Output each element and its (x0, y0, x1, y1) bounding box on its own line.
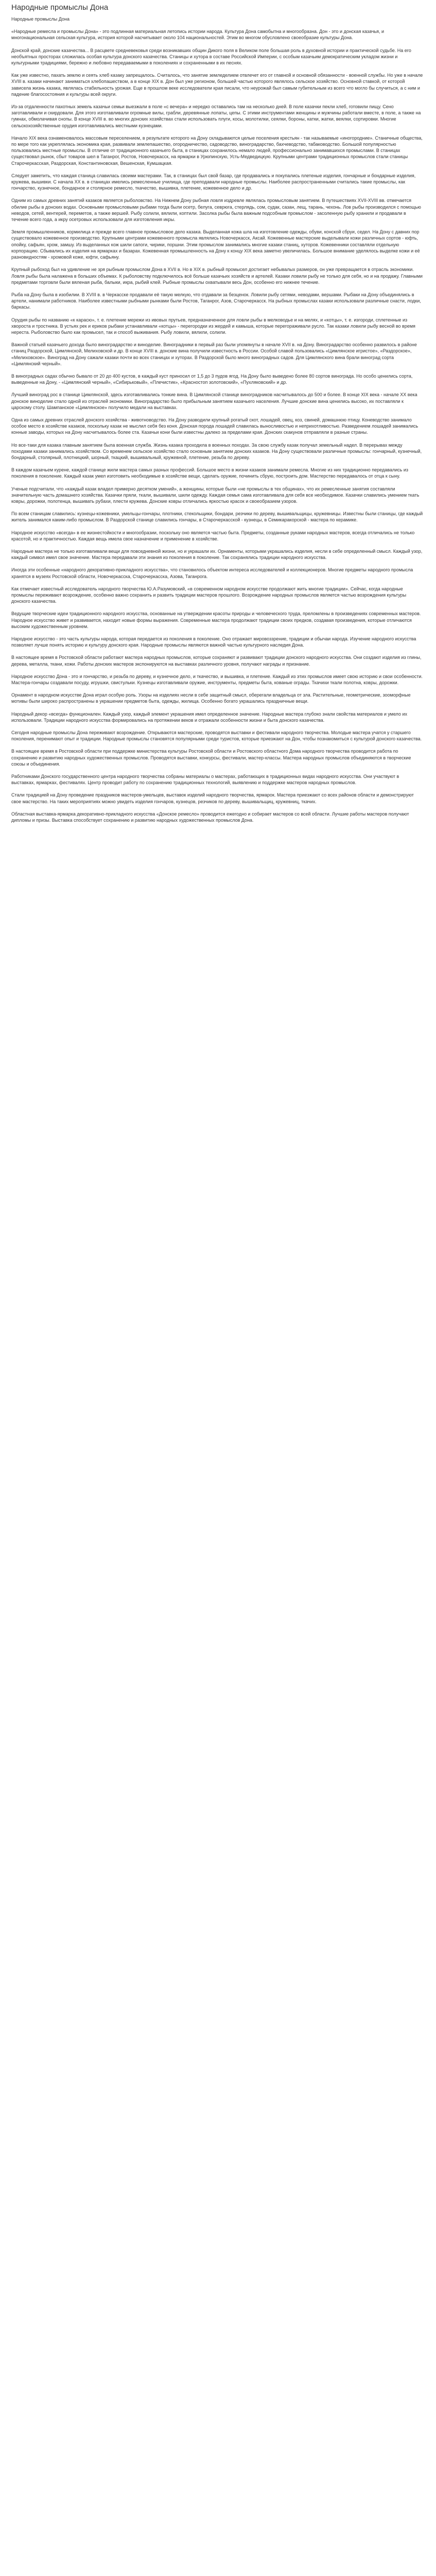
article-paragraph: Народное искусство - это часть культуры народа, которая передается из поколения в поколение. Оно отражает мировоззрение, традиции и обычаи народа. Изучение народного искусства позволяет лучше понять историю и культуру донского края. Народные промыслы являются важной частью культурного наследия Дона. (11, 636, 416, 648)
article-paragraph: Лучший виноград рос в станице Цимлянской, здесь изготавливались тонкие вина. В Цимлянской станице виноградников насчитывалось до 500 и более. В конце XIX века - начале XX века донское виноделие стало одной из отраслей экономики. Виноградарство было прибыльным занятием казачьего населения. Лучшие донские вина ценились высоко, их поставляли к царскому столу. Шампанское «Цимлянское» получило медали на выставках. (11, 392, 417, 410)
article-paragraph: Сегодня народные промыслы Дона переживают возрождение. Открываются мастерские, проводятся выставки и фестивали народного творчества. Молодые мастера учатся у старшего поколения, перенимают опыт и традиции. Народные промыслы становятся популярными среди туристов, которые приезжают на Дон, чтобы познакомиться с культурой донского казачества. (11, 730, 422, 742)
article-paragraph: В настоящее время в Ростовской области работают мастера народных промыслов, которые сохраняют и развивают традиции донского народного искусства. Они создают изделия из глины, дерева, металла, ткани, кожи. Работы донских мастеров экспонируются на выставках различного уровня, получают награды и признание. (11, 655, 422, 667)
article-paragraph: Из-за отдаленности пахотных земель казачьи семьи выезжали в поле «с вечера» и нередко оставались там на несколько дней. В поле казачки пекли хлеб, готовили пищу. Сено заготавливали и скирдовали. Для этого изготавливали огромные вилы, грабли, деревянные лопаты, цепы. С этими инструментами женщины и мужчины работали вместе, в поле, а также на гумнах, обмолачивая снопы. В конце XVIII в. во многих донских хозяйствах стали использовать плуги, косы, молотилки, сеялки, бороны, катки, жатки, веялки, сортировки. Многие сельскохозяйственные орудия изготавливались местными кузнецами. (11, 104, 421, 128)
article-paragraph: Народное искусство Дона - это и гончарство, и резьба по дереву, и кузнечное дело, и ткачество, и вышивка, и плетение. Каждый из этих промыслов имеет свою историю и свои особенности. Мастера-гончары создавали посуду, игрушки, свистульки. Кузнецы изготавливали оружие, инструменты, предметы быта, кованые ограды. Ткачихи ткали полотна, ковры, дорожки. (11, 673, 423, 686)
article-paragraph: Иногда эти особенные «народного декоративно-прикладного искусства», что становилось объектом интереса исследователей и коллекционеров. Многие предметы народного промысла хранятся в музеях Ростовской области, Новочеркасска, Старочеркасска, Азова, Таганрога. (11, 567, 413, 579)
article-paragraph: Земля промышленников, кормилица и прежде всего главное промысловое дело казака. Выделанная кожа шла на изготовление одежды, обуви, конской сбруи, седел. На Дону с давних пор существовало кожевенное производство. Крупными центрами кожевенного промысла являлись Новочеркасск, Аксай. Кожевенные мастерские выделывали кожи различных сортов - юфть, опойку, сафьян, хром, замшу. Из выделанных кож шили сапоги, чирики, поршни. Этим промыслом занимались многие казаки станиц, хуторов. Кожевенники составляли отдельную корпорацию. Сбывались их изделия на ярмарках и базарах. Кожевенная промышленность на Дону к концу XIX века заметно увеличилась. Большое внимание уделялось выделке кожи и её разновидностям - хромовой коже, юфти, сафьяну. (11, 229, 420, 260)
article-paragraph: Как уже известно, пахать землю и сеять хлеб казаку запрещалось. Считалось, что занятие земледелием отвлечет его от главной и основной обязанности - военной службы. Но уже в начале XVIII в. казаки начинают заниматься хлебопашеством, а в конце XIX в. Дон был уже регионом, большей частью которого являлось сельское хозяйство. Основной ставкой, от которой зависела жизнь казака, являлась стабильность урожая. Еще в прошлом веке исследователи края писали, что неурожай был самым губительным из всего что могло бы случиться, а с ним и падение благосостояния и культуры всей округи. (11, 73, 423, 97)
article-paragraph: «Народные ремесла и промыслы Дона» - это подлинная материальная летопись истории народа. Культура Дона самобытна и многообразна. Дон - это и донская казачья, и многонациональная сельская культура, история которой насчитывает около 104 национальностей. Этим во многом обусловлено своеобразие культуры Дона. (11, 29, 385, 41)
article-paragraph: Народное искусство «всегда» в ее жизнестойкости и многообразии, поскольку оно является частью быта. Предметы, созданные руками народных мастеров, всегда отличались не только красотой, но и практичностью. Каждая вещь имела свое назначение и применение в хозяйстве. (11, 530, 415, 541)
page-container (0, 0, 436, 840)
page-title: Народные промыслы Дона (11, 3, 109, 12)
article-paragraph: Как отмечает известный исследователь народного творчества Ю.А.Разумовский, «в современном народном искусстве продолжают жить многие традиции». Сейчас, когда народные промыслы переживают возрождение, особенно важно сохранить и развить традиции мастеров прошлого. Возрождение народных промыслов является частью возрождения культуры донского казачества. (11, 586, 407, 604)
article-paragraph: Важной статьей казачьего дохода было виноградарство и виноделие. Виноградники в первый раз были упомянуты в начале XVII в. на Дону. Виноградарство особенно развилось в районе станиц Раздорской, Цимлянской, Мелиховской и др. В конце XVIII в. донские вина получили известность в России. Особой славой пользовались «Цимлянское игристое», «Раздорское», «Мелиховское». Виноград на Дону сажали казаки почти во всех станицах и хуторах. В Раздорской было много виноградных садов. Для Цимлянского вина брали виноград сорта «Цимлянский черный». (11, 342, 417, 366)
article-paragraph: Одним из самых древних занятий казаков является рыболовство. На Нижнем Дону рыбная ловля издревле являлась промысловым занятием. В путешествиях XVII-XVIII вв. отмечается обилие рыбы в донских водах. Основными промысловыми рыбами тогда были осетр, белуга, севрюга, стерлядь, сом, судак, сазан, лещ, тарань, чехонь. Лов рыбы производился с помощью неводов, сетей, вентерей, переметов, а также вершей. Рыбу солили, вялили, коптили. Засолка рыбы была важным подсобным промыслом - засоленную рыбу хранили и продавали в течение всего года, а икру осетровых использовали для изготовления икры. (11, 198, 421, 223)
article-paragraph: Но все-таки для казака главным занятием была военная служба. Жизнь казака проходила в военных походах. За свою службу казак получал земельный надел. В перерывах между походами казаки занимались хозяйством. Со временем сельское хозяйство стало основным занятием донских казаков. На Дону существовали различные промыслы: гончарный, кузнечный, бондарный, столярный, плотницкий, шорный, ткацкий, вышивальный, кружевной, плетение, резьба по дереву. (11, 442, 422, 460)
page-subtitle: Народные промыслы Дона (11, 16, 69, 22)
article-paragraph: Донской край, донские казачества... В расцвете средневековья среди возникавших общин Дикого поля в Великом поле большая роль в духовной истории и практической судьбе. На его необъятных просторах сложилась особая культура донского казачества. Станицы и хутора в составе Российской Империи, с особым казачьим демократическим укладом жизни и культурными традициями, бережно и любовно передаваемыми в поколениях и сохраненными в их песнях. (11, 47, 411, 66)
article-paragraph: Крупный рыбоход был на удивление не зря рыбным промыслом Дона в XVII в. Но в XIX в. рыбный промысел достигает небывалых размеров, он уже превращается в отрасль экономики. Ловля рыбы была налажена в больших объемах. К рыболовству подключилось всё больше казачьих хозяйств и артелей. Казаки ловили рыбу не только для себя, но и на продажу. Главными предметами торговли были вяленая рыба, балыки, икра, рыбий клей. Рыбные промыслы охватывали весь Дон, особенно его нижнее течение. (11, 267, 423, 285)
article-paragraph: Народные мастера не только изготавливали вещи для повседневной жизни, но и украшали их. Орнаменты, которыми украшались изделия, несли в себе определенный смысл. Каждый узор, каждый символ имел свое значение. Мастера передавали эти знания из поколения в поколение. Так сохранялись традиции народного искусства. (11, 549, 423, 561)
article-paragraph: Орнамент в народном искусстве Дона играл особую роль. Узоры на изделиях несли в себе защитный смысл, оберегали владельца от зла. Растительные, геометрические, зооморфные мотивы были широко распространены в украшении предметов быта, одежды, жилища. Особенно богато украшались праздничные вещи. (11, 692, 411, 704)
article-paragraph: В настоящее время в Ростовской области при поддержке министерства культуры Ростовской области и Ростовского областного Дома народного творчества проводится работа по сохранению и развитию народных художественных промыслов. Проводятся выставки, конкурсы, фестивали, мастер-классы. Мастера народных промыслов объединяются в творческие союзы и объединения. (11, 749, 411, 767)
article-paragraph: Областная выставка-ярмарка декоративно-прикладного искусства «Донское ремесло» проводится ежегодно и собирает мастеров со всей области. Лучшие работы мастеров получают дипломы и призы. Выставка способствует сохранению и развитию народных художественных промыслов Дона. (11, 811, 409, 823)
article-body (11, 28, 424, 823)
article-paragraph: Ведущие творческие идеи традиционного народного искусства, основанные на утверждении красоты природы и человеческого труда, преломлены в произведениях современных мастеров. Народное искусство живет и развивается, находит новые формы выражения. Современные мастера продолжают традиции своих предков, создавая произведения, которые отличаются высоким художественным уровнем. (11, 611, 421, 629)
article-paragraph: Одна из самых древних отраслей донского хозяйства - животноводство. На Дону разводили крупный рогатый скот, лошадей, овец, коз, свиней, домашнюю птицу. Коневодство занимало особое место в хозяйстве казаков, поскольку казак не мыслил себя без коня. Донская порода лошадей славилась выносливостью и неприхотливостью. Разведением лошадей занимались конные заводы, которых на Дону насчитывалось более ста. Казачьи кони были известны далеко за пределами края. Донских скакунов отправляли в разные страны. (11, 417, 418, 435)
article-paragraph: Орудия рыбы по названию «к карасю», т. е. плетение мережи из ивовых прутьев, предназначенное для ловли рыбы в мелководье и на мелях, и «котцы», т. е. изгороди, сплетенные из хвороста и тростника. В устьях рек и ериков рыбаки устанавливали «котцы» - перегородки из жердей и камыша, которые перегораживали русло. Так казаки ловили рыбу весной во время нереста. Рыболовство было как промысел, так и способ выживания. Рыбу ловили, вялили, солили. (11, 317, 415, 335)
article-paragraph: Рыба на Дону была в изобилии. В XVIII в. в Черкасске продавали её такую мелкую, что отдавали за безценок. Ловили рыбу сетями, неводами, вершами. Рыбаки на Дону объединялись в артели, нанимали работников. Наиболее известными рыбными рынками были Ростов, Таганрог, Азов, Старочеркасск. На рыбных промыслах казаки использовали различные снасти, лодки, баркасы. (11, 292, 421, 310)
article-paragraph: В каждом казачьем курене, каждой станице жили мастера самых разных профессий. Большое место в жизни казаков занимали ремесла. Многие из них традиционно передавались из поколения в поколение. Каждый казак умел изготовить необходимые в хозяйстве вещи, сделать оружие, починить сбрую, построить дом. Мастерство передавалось от отца к сыну. (11, 467, 409, 479)
article-paragraph: В виноградных садах обычно бывало от 20 до 400 кустов, в каждый куст приносил от 1,5 до 3 пудов ягод. На Дону было выведено более 80 сортов винограда. Но особо ценились сорта, выведенные на Дону, - «Цимлянский черный», «Сибирьковый», «Плечистик», «Красностоп золотовский», «Пухляковский» и др. (11, 373, 413, 385)
article-paragraph: Стали традицией на Дону проведение праздников мастеров-умельцев, выставок изделий народного творчества, ярмарок. Мастера приезжают со всех районов области и демонстрируют свое мастерство. На таких мероприятиях можно увидеть изделия гончаров, кузнецов, резчиков по дереву, вышивальщиц, кружевниц, ткачих. (11, 792, 414, 804)
article-paragraph: Начало XIX века ознаменовалось массовым переселением, в результате которого на Дону складываются целые поселения крестьян - так называемые «иногородние». Станичные общества, по мере того как укреплялась экономика края, развивали землепашество, огородничество, садоводство, виноградарство, бахчеводство, табаководство. Большой популярностью пользовались местные промыслы. В отличие от традиционного казачьего быта, в станицах сохранилось немало людей, профессионально занимавшихся промыслами. В станицах существовал рынок, сбыт товаров шел в Таганрог, Ростов, Новочеркасск, на ярмарки в Урюпинскую, Усть-Медведицкую. Крупными центрами традиционных промыслов стали станицы Старочеркасская, Раздорская, Константиновская, Вешенская, Кумшацкая. (11, 135, 423, 166)
article-paragraph: Следует заметить, что каждая станица славилась своими мастерами. Так, в станицах был свой базар, где продавались и покупались плетеные изделия, гончарные и бондарные изделия, кружева, вышивки. С начала XX в. в станицах имелись ремесленные училища, где преподавали народные промыслы. Наиболее распространенными считались такие промыслы, как гончарство, кузнечное, бондарное и столярное ремесло, ткачество, вышивка, плетение, кожевенное дело и др. (11, 173, 416, 191)
article-paragraph: Народный декор «всегда» функционален. Каждый узор, каждый элемент украшения имел определенное значение. Народные мастера глубоко знали свойства материалов и умело их использовали. Традиции народного искусства формировались на протяжении веков и отражали особенности жизни и быта донского казачества. (11, 711, 408, 723)
article-paragraph: Ученые подсчитали, что «каждый казак владел примерно десятком умений», а женщины, которые были «не промыслы в тех общинах», что их ремесленные занятия составляли значительную часть домашнего хозяйства. Казачки пряли, ткали, вышивали, шили одежду. Каждая семья сама изготавливала для себя все необходимое. Казачки славились умением ткать ковры, дорожки, полотенца, вышивать рубахи, плести кружева. Донские ковры отличались яркостью красок и своеобразием узоров. (11, 486, 420, 504)
article-paragraph: По всем станицам славились: кузнецы-кожевники, умельцы-гончары, плотники, стекольщики, бондари, резчики по дереву, вышивальщицы, кружевницы. Известны были станицы, где каждый житель занимался каким-либо промыслом. В Раздорской станице славились гончары, в Старочеркасской - кузнецы, в Семикаракорской - мастера по керамике. (11, 511, 423, 523)
article-paragraph: Работниками Донского государственного центра народного творчества собраны материалы о мастерах, работающих в традиционных видах народного искусства. Они участвуют в выставках, ярмарках, фестивалях. Центр проводит работу по сохранению традиционных технологий, выявлению и поддержке мастеров народных промыслов. (11, 774, 399, 786)
